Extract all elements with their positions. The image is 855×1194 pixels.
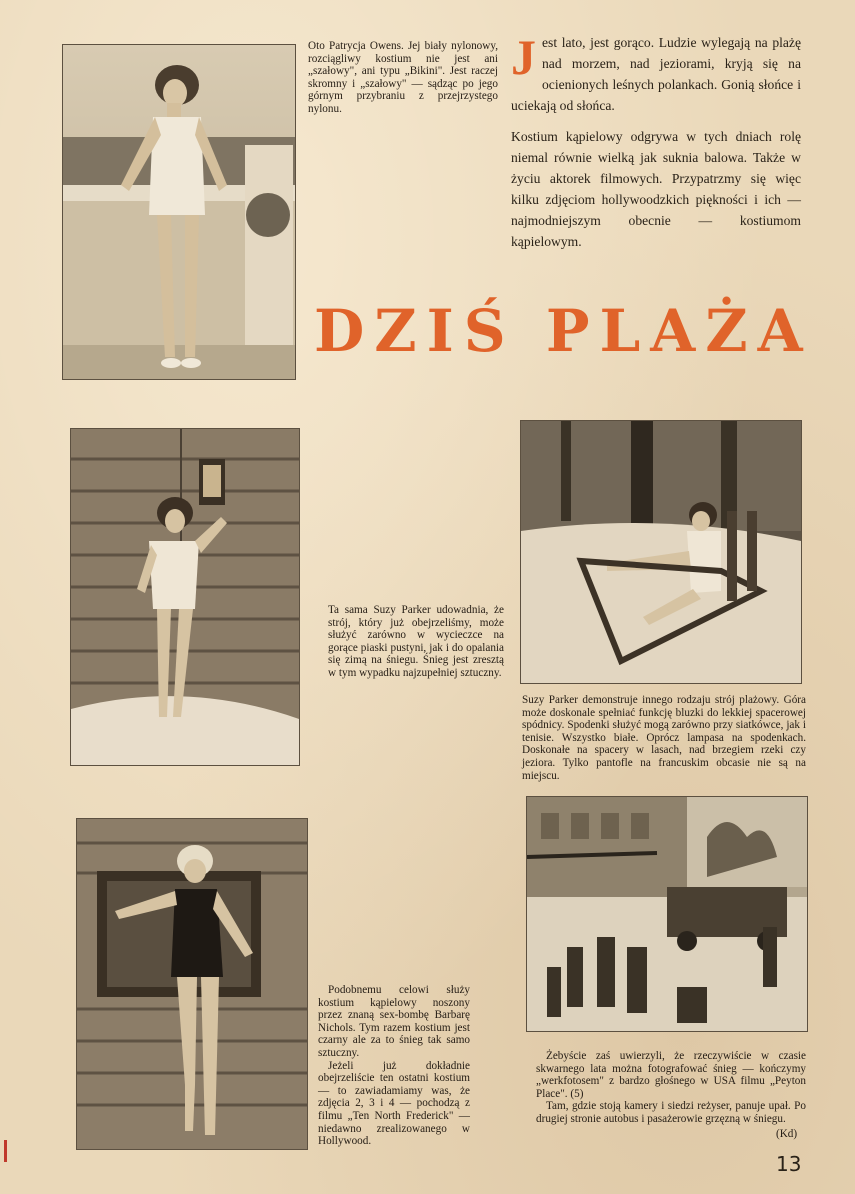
author-credit: (Kd) <box>776 1128 798 1140</box>
caption-patricia-owens: Oto Patrycja Owens. Jej biały nylonowy, rozciągliwy kostium nie jest ani „szałowy", ani typu „Bikini". Jest raczej skromny i „szałowy" — sądząc po jego górnym przybraniu z przejrzystego nylonu. <box>308 40 498 115</box>
photo-suzy-parker-lamp <box>70 428 300 766</box>
caption-barbara-nichols-p2: Jeżeli już dokładnie obejrzeliście ten ostatni kostium — to zawiadamiamy was, że zdjęcia 2, 3 i 4 — pochodzą z filmu „Ten North Frederick" — niedawno zrealizowanego w Hollywood. <box>318 1059 470 1148</box>
caption-suzy-parker-2: Suzy Parker demonstruje innego rodzaju strój plażowy. Góra może doskonale spełniać funkcję bluzki do lekkiej spacerowej spódnicy. Spodenki służyć mogą zarówno przy siatkówce, jak i tenisie. Wszystko białe. Oprócz lampasa na spodenkach. Doskonałe na spacery w lasach, nad brzegiem rzeki czy jeziora. Tylko pantofle na francuskim obcasie nie są na miejscu. <box>522 694 806 782</box>
caption-suzy-parker-1: Ta sama Suzy Parker udowadnia, że strój, który już obejrzeliśmy, może służyć zarówno w wycieczce na gorące piaski pustyni, jak i do opalania się zimą na śniegu. Śnieg jest zresztą w tym wypadku najzupełniej sztuczny. <box>328 604 504 679</box>
caption-peyton-place-p1: Żebyście zaś uwierzyli, że rzeczywiście w czasie skwarnego lata można fotografować śnieg — kończymy „werkfotosem" z bardzo głośnego w USA filmu „Peyton Place". (5) <box>536 1050 806 1100</box>
drop-cap: J <box>511 29 536 85</box>
caption-barbara-nichols-p1: Podobnemu celowi służy kostium kąpielowy noszony przez znaną sex-bombę Barbarę Nichols. Tym razem kostium jest czarny ale za to śnieg tak samo sztuczny. <box>318 984 470 1059</box>
photo-patricia-owens <box>62 44 296 380</box>
photo-barbara-nichols <box>76 818 308 1150</box>
intro-paragraph-2: Kostium kąpielowy odgrywa w tych dniach rolę niemal równie wielką jak suknia balowa. Także w życiu aktorek filmowych. Przypatrzmy się więc kilku zdjęciom hollywoodzkich piękności i ich — najmodniejszym obecnie — kostiumom kąpielowym. <box>511 129 801 249</box>
edge-mark <box>4 1140 7 1162</box>
caption-barbara-nichols <box>318 984 470 1148</box>
intro-paragraph-1: Jest lato, jest gorąco. Ludzie wylegają na plażę nad morzem, nad jeziorami, kryją się na ocienionych leśnych polankach. Gonią słońce i uciekają od słońca. <box>511 29 801 113</box>
headline: DZIŚ PLAŻA <box>314 297 813 365</box>
page-number: 13 <box>776 1152 802 1176</box>
caption-peyton-place-p2: Tam, gdzie stoją kamery i siedzi reżyser, panuje upał. Po drugiej stronie autobus i pasażerowie grzęzną w śniegu. <box>536 1100 806 1125</box>
article-intro <box>511 29 801 262</box>
caption-peyton-place <box>536 1050 806 1126</box>
photo-suzy-parker-forest <box>520 420 802 684</box>
photo-peyton-place-set <box>526 796 808 1032</box>
